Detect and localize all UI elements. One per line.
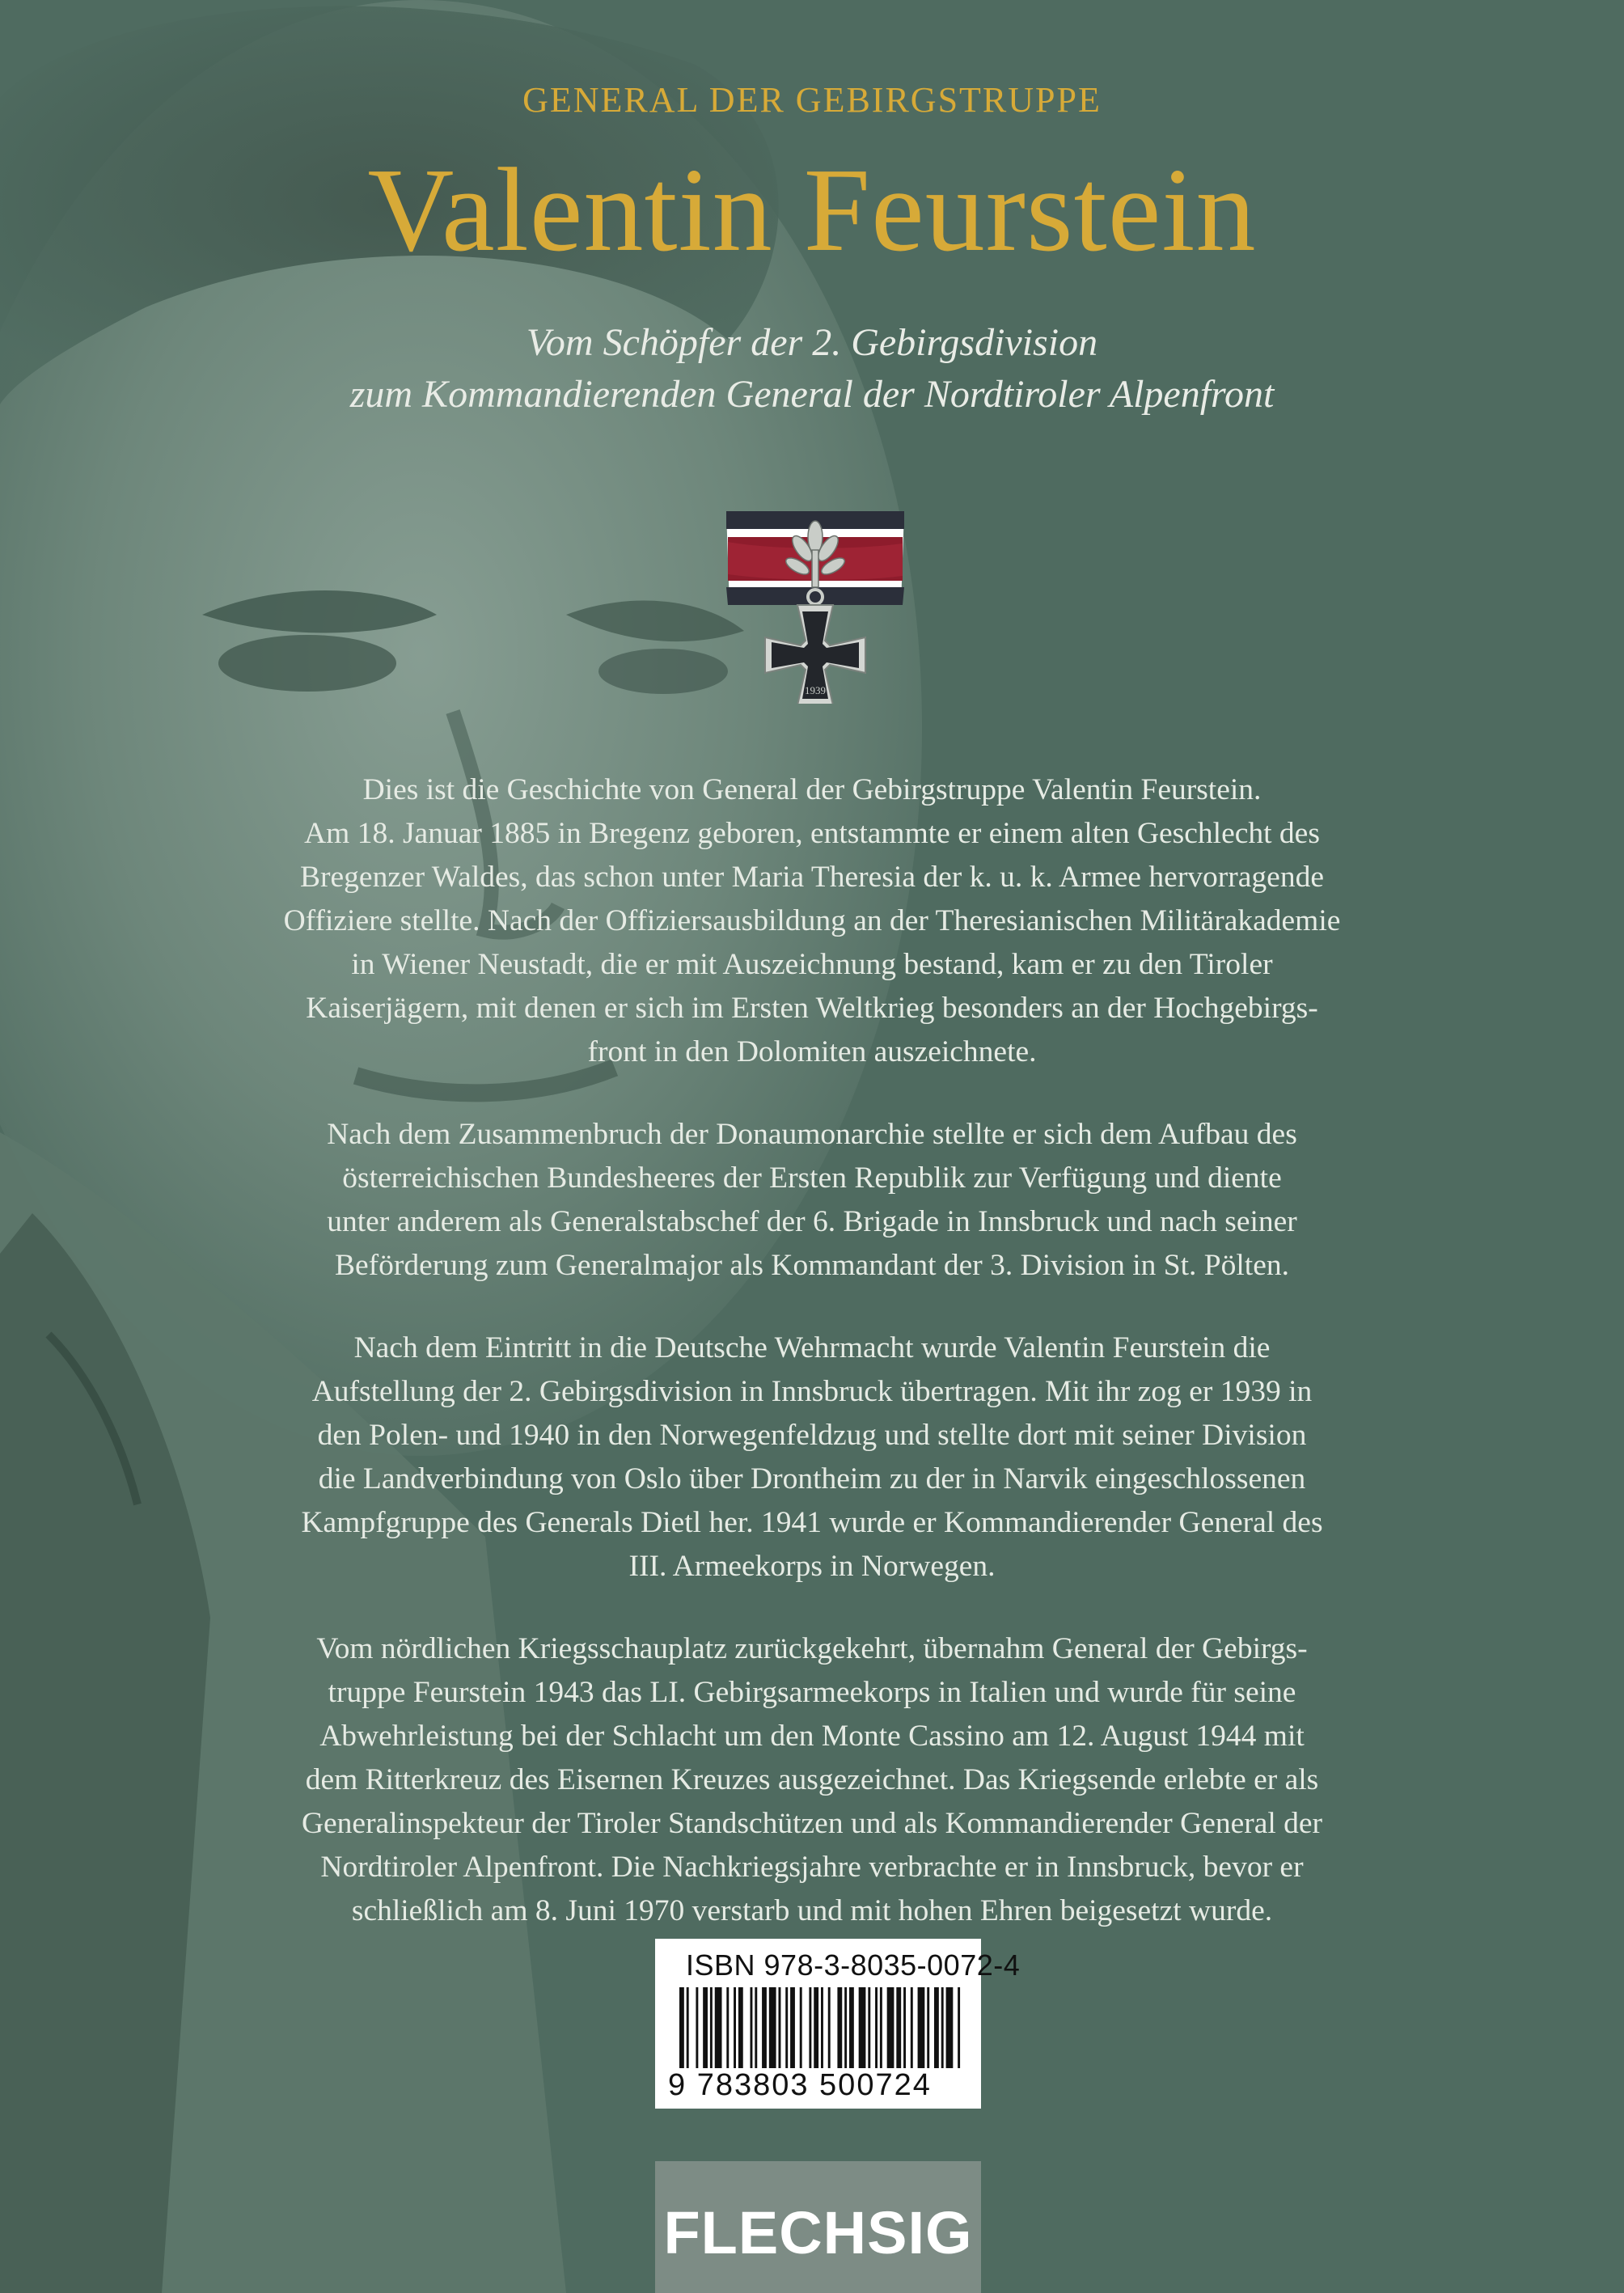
ean-digits: 9 783803 500724: [668, 2068, 932, 2102]
blurb-line: Nordtiroler Alpenfront. Die Nachkriegsjahre verbrachte er in Innsbruck, bevor er: [320, 1851, 1304, 1884]
blurb-line: Offiziere stellte. Nach der Offiziersausbildung an der Theresianischen Militärakademie: [283, 904, 1341, 937]
barcode-bar: [751, 1987, 753, 2068]
barcode-bar: [734, 1987, 736, 2068]
barcode-bar: [918, 1987, 925, 2068]
blurb-paragraph: [226, 1326, 1398, 1589]
barcode-bar: [946, 1987, 954, 2068]
blurb-line: Abwehrleistung bei der Schlacht um den Monte Cassino am 12. August 1944 mit: [319, 1720, 1305, 1753]
barcode-bar: [934, 1987, 939, 2068]
blurb-paragraph: [226, 768, 1398, 1074]
barcode-bar: [738, 1987, 743, 2068]
blurb-paragraph: [226, 1627, 1398, 1933]
barcode-bar: [821, 1987, 823, 2068]
barcode-bar: [844, 1987, 847, 2068]
blurb-line: Dies ist die Geschichte von General der Gebirgstruppe Valentin Feurstein.: [362, 773, 1262, 806]
barcode-bar: [715, 1987, 722, 2068]
barcode-bar: [868, 1987, 870, 2068]
blurb-line: Bregenzer Waldes, das schon unter Maria Theresia der k. u. k. Armee hervorragende: [300, 861, 1324, 894]
blurb-line: unter anderem als Generalstabschef der 6. Brigade in Innsbruck und nach seiner: [327, 1205, 1297, 1238]
isbn-label: ISBN 978-3-8035-0072-4: [686, 1948, 1021, 1982]
blurb-line: III. Armeekorps in Norwegen.: [628, 1550, 996, 1583]
barcode-bar: [896, 1987, 901, 2068]
blurb-line: österreichischen Bundesheeres der Ersten Republik zur Verfügung und diente: [342, 1161, 1282, 1195]
barcode-bar: [726, 1987, 729, 2068]
publisher-name: FLECHSIG: [663, 2199, 973, 2266]
barcode-bar: [809, 1987, 811, 2068]
barcode-bar: [880, 1987, 882, 2068]
blurb-line: dem Ritterkreuz des Eisernen Kreuzes ausgezeichnet. Das Kriegsende erlebte er als: [305, 1763, 1319, 1796]
barcode-bar: [703, 1987, 708, 2068]
blurb-line: Aufstellung der 2. Gebirgsdivision in Innsbruck übertragen. Mit ihr zog er 1939 in: [311, 1375, 1313, 1408]
medal-year: 1939: [805, 684, 826, 696]
book-subtitle: [0, 317, 1624, 421]
barcode-bar: [800, 1987, 802, 2068]
blurb-line: front in den Dolomiten auszeichnete.: [587, 1035, 1037, 1068]
isbn-barcode: [655, 1939, 1021, 2109]
barcode-bar: [755, 1987, 757, 2068]
blurb-line: Nach dem Eintritt in die Deutsche Wehrmacht wurde Valentin Feurstein die: [353, 1331, 1271, 1364]
barcode-bar: [679, 1987, 684, 2068]
knights-cross-medal-icon: [725, 501, 906, 704]
barcode-bar: [875, 1987, 878, 2068]
series-eyebrow: GENERAL DER GEBIRGSTRUPPE: [522, 80, 1102, 120]
barcode-bar: [762, 1987, 767, 2068]
barcode-bar: [769, 1987, 776, 2068]
barcode-bar: [927, 1987, 929, 2068]
subtitle-line: Vom Schöpfer der 2. Gebirgsdivision: [526, 321, 1098, 364]
barcode-bars-icon: [679, 1987, 962, 2068]
blurb-text: [226, 768, 1398, 1972]
barcode-bar: [687, 1987, 689, 2068]
blurb-line: schließlich am 8. Juni 1970 verstarb und mit hohen Ehren beigesetzt wurde.: [351, 1894, 1273, 1927]
barcode-bar: [903, 1987, 906, 2068]
book-title: Valentin Feurstein: [367, 144, 1257, 277]
blurb-line: Nach dem Zusammenbruch der Donaumonarchie stellte er sich dem Aufbau des: [327, 1118, 1297, 1151]
blurb-line: den Polen- und 1940 in den Norwegenfeldzug und stellte dort mit seiner Division: [317, 1419, 1307, 1452]
barcode-bar: [849, 1987, 854, 2068]
barcode-bar: [958, 1987, 960, 2068]
blurb-line: Beförderung zum Generalmajor als Kommandant der 3. Division in St. Pölten.: [335, 1249, 1289, 1282]
barcode-bar: [779, 1987, 781, 2068]
barcode-bar: [887, 1987, 894, 2068]
blurb-line: die Landverbindung von Oslo über Drontheim zu der in Narvik eingeschlossenen: [318, 1462, 1306, 1496]
barcode-bar: [859, 1987, 866, 2068]
blurb-line: Kaiserjägern, mit denen er sich im Ersten Weltkrieg besonders an der Hochgebirgs-: [306, 992, 1318, 1025]
barcode-bar: [911, 1987, 913, 2068]
publisher-logo: [655, 2161, 981, 2293]
blurb-line: truppe Feurstein 1943 das LI. Gebirgsarmeekorps in Italien und wurde für seine: [328, 1676, 1296, 1709]
blurb-paragraph: [226, 1113, 1398, 1288]
blurb-line: Vom nördlichen Kriegsschauplatz zurückgekehrt, übernahm General der Gebirgs-: [316, 1632, 1308, 1665]
barcode-bar: [941, 1987, 944, 2068]
blurb-line: Generalinspekteur der Tiroler Standschützen und als Kommandierender General der: [301, 1807, 1323, 1840]
subtitle-line: zum Kommandierenden General der Nordtiroler Alpenfront: [349, 373, 1275, 416]
blurb-line: in Wiener Neustadt, die er mit Auszeichnung bestand, kam er zu den Tiroler: [351, 948, 1273, 981]
blurb-line: Kampfgruppe des Generals Dietl her. 1941 wurde er Kommandierender General des: [301, 1506, 1323, 1539]
barcode-bar: [696, 1987, 698, 2068]
barcode-bar: [828, 1987, 831, 2068]
barcode-bar: [814, 1987, 818, 2068]
blurb-line: Am 18. Januar 1885 in Bregenz geboren, entstammte er einem alten Geschlecht des: [304, 817, 1320, 850]
barcode-bar: [837, 1987, 842, 2068]
barcode-bar: [790, 1987, 795, 2068]
barcode-bar: [785, 1987, 788, 2068]
barcode-bar: [710, 1987, 713, 2068]
